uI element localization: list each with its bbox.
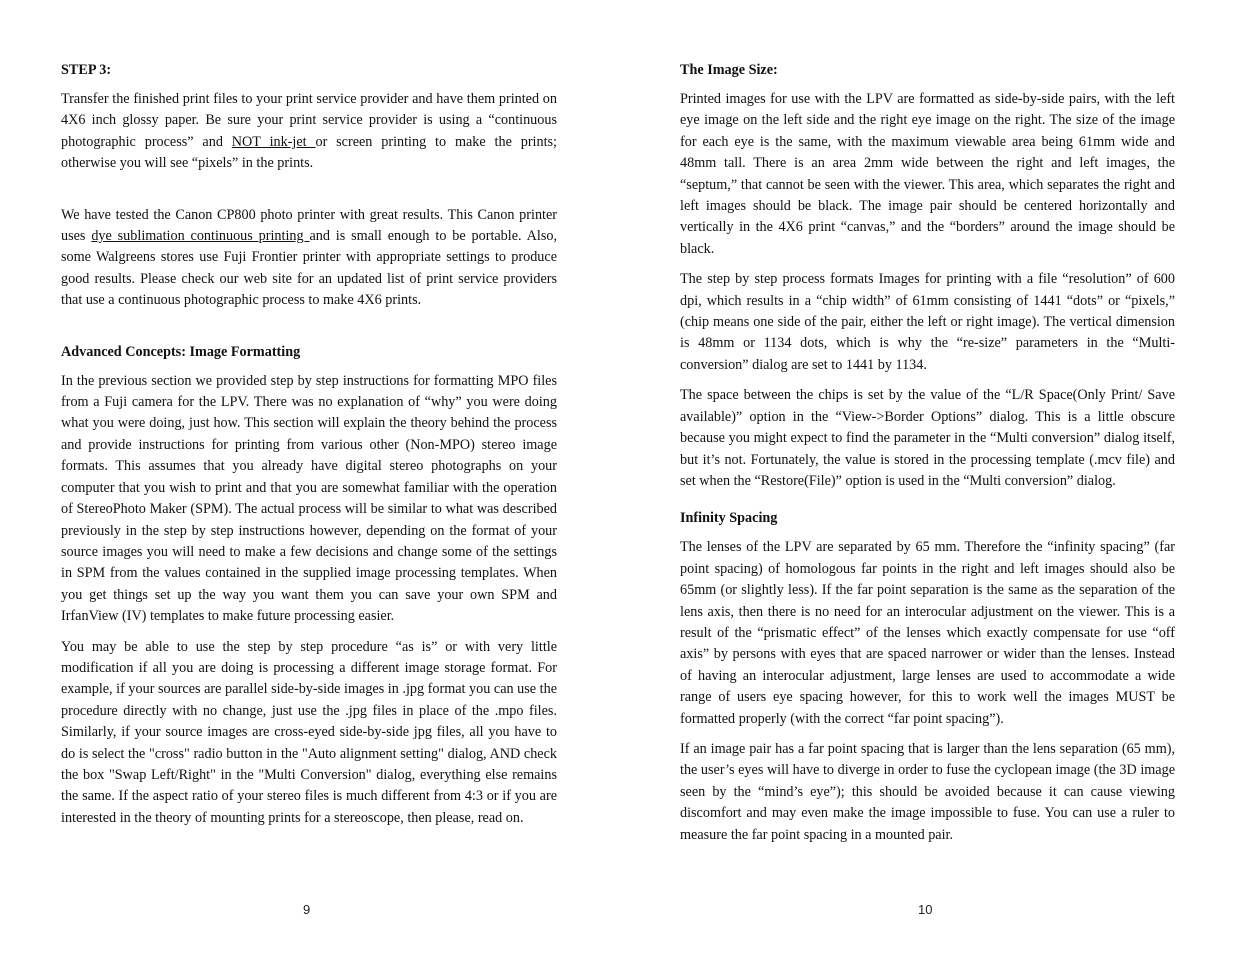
infinity-spacing-paragraph: The lenses of the LPV are separated by 65 mm. Therefore the “infinity spacing” (far point spacing) of homologous far points in the right and left images should also be 65mm (or slightly less). If the far point separation is the same as the separation of the lens axis, then there is no need for an interocular adjustment on the viewer. This is a result of the “prismatic effect” of the lenses which exactly compensate for use “off axis” by persons with eyes that are spaced narrower or wider than the lenses. Instead of having an interocular adjustment, large lenses are used to accommodate a wide range of users eye spacing however, for this to work well the images MUST be formatted properly (with the correct “far point spacing”).	[680, 539, 1175, 727]
step-process-paragraph: The step by step process formats Images for printing with a file “resolution” of 600 dpi, which results in a “chip width” of 61mm consisting of 1441 “dots” or “pixels,” (chip means one side of the pair, either the left or right image). The vertical dimension is 48mm or 1134 dots, which is why the “re-size” parameters in the “Multi-conversion” dialog are set to 1441 by 1134.	[680, 271, 1175, 373]
as-is-paragraph: You may be able to use the step by step procedure “as is” or with very little modification if all you are doing is processing a different image storage format. For example, if your sources are parallel side-by-side images in .jpg format you can use the procedure directly with no change, just use the .jpg files in place of the .mpo files. Similarly, if your source images are cross-eyed side-by-side jpg files, all you have to do is select the "cross" radio button in the "Auto alignment setting" dialog, AND check the box "Swap Left/Right" in the "Multi Conversion" dialog, everything else remains the same. If the aspect ratio of your stereo files is much different from 4:3 or if you are interested in the theory of mounting prints for a stereoscope, then please, read on.	[61, 638, 557, 826]
canon-text-a: We have tested the Canon CP800 photo printer with great results. This Canon printer uses	[61, 206, 557, 245]
far-point-paragraph: If an image pair has a far point spacing that is larger than the lens separation (65 mm), the user’s eyes will have to diverge in order to fuse the cyclopean image (the 3D image seen by the “mind’s eye”); this should be avoided because it can cause viewing discomfort and may even make the image impossible to fuse. You can use a ruler to measure the far point spacing in a mounted pair.	[680, 740, 1175, 843]
right-page	[618, 0, 1235, 954]
image-size-paragraph: Printed images for use with the LPV are formatted as side-by-side pairs, with the left eye image on the left side and the right eye image on the right. The size of the image for each eye is the same, with the maximum viewable area being 61mm wide and 48mm tall. There is an area 2mm wide between the right and left images, the “septum,” that cannot be seen with the viewer. This area, which separates the right and left images should be black. The image pair should be centered horizontally and vertically in the 4X6 print “canvas,” and the “borders” around the image should be black.	[680, 91, 1175, 257]
left-page	[0, 0, 617, 954]
canon-text-b: and is small enough to be portable. Also, some Walgreens stores use Fuji Frontier printer with appropriate settings to produce good results. Please check our web site for an updated list of print service providers that use a continuous photographic process to make 4X6 prints.	[61, 228, 557, 309]
image-size-heading: The Image Size:	[680, 62, 778, 78]
canon-paragraph	[61, 205, 557, 312]
transfer-text-b: or screen printing to make the prints; otherwise you will see “pixels” in the prints.	[61, 133, 557, 172]
advanced-paragraph: In the previous section we provided step by step instructions for formatting MPO files from a Fuji camera for the LPV. There was no explanation of “why” you were doing what you were doing, just how. This section will explain the theory behind the process and provide instructions for printing from various other (Non-MPO) stereo image formats. This assumes that you already have digital stereo photographs on your computer that you wish to print and that you are somewhat familiar with the operation of StereoPhoto Maker (SPM). The actual process will be similar to what was described previously in the step by step instructions however, depending on the format of your source images you will need to make a few decisions and change some of the settings in SPM from the values contained in the supplied image processing templates. When you get things set up the way you want them you can save your own SPM and IrfanView (IV) templates to make future processing easier.	[61, 372, 557, 625]
infinity-spacing-heading: Infinity Spacing	[680, 510, 778, 527]
transfer-text-a: Transfer the finished print files to your print service provider and have them printed on 4X6 inch glossy paper. Be sure your print service provider is using a “continuous photographic process” and	[61, 91, 557, 150]
page-number-right: 10	[918, 902, 933, 917]
page-number-left: 9	[303, 902, 311, 917]
advanced-concepts-heading: Advanced Concepts: Image Formatting	[61, 343, 301, 360]
not-inkjet-underlined: NOT ink-jet	[231, 133, 316, 150]
left-text-column	[61, 60, 557, 829]
transfer-paragraph	[61, 89, 557, 175]
step3-heading: STEP 3:	[61, 62, 112, 78]
dye-sublimation-underlined: dye sublimation continuous printing	[91, 228, 310, 245]
right-text-column	[680, 60, 1175, 846]
chip-space-paragraph: The space between the chips is set by the value of the “L/R Space(Only Print/ Save available)” option in the “View->Border Options” dialog. This is a little obscure because you might expect to find the parameter in the “Multi conversion” dialog itself, but it’s not. Fortunately, the value is stored in the processing template (.mcv file) and set when the “Restore(File)” option is used in the “Multi conversion” dialog.	[680, 387, 1175, 489]
